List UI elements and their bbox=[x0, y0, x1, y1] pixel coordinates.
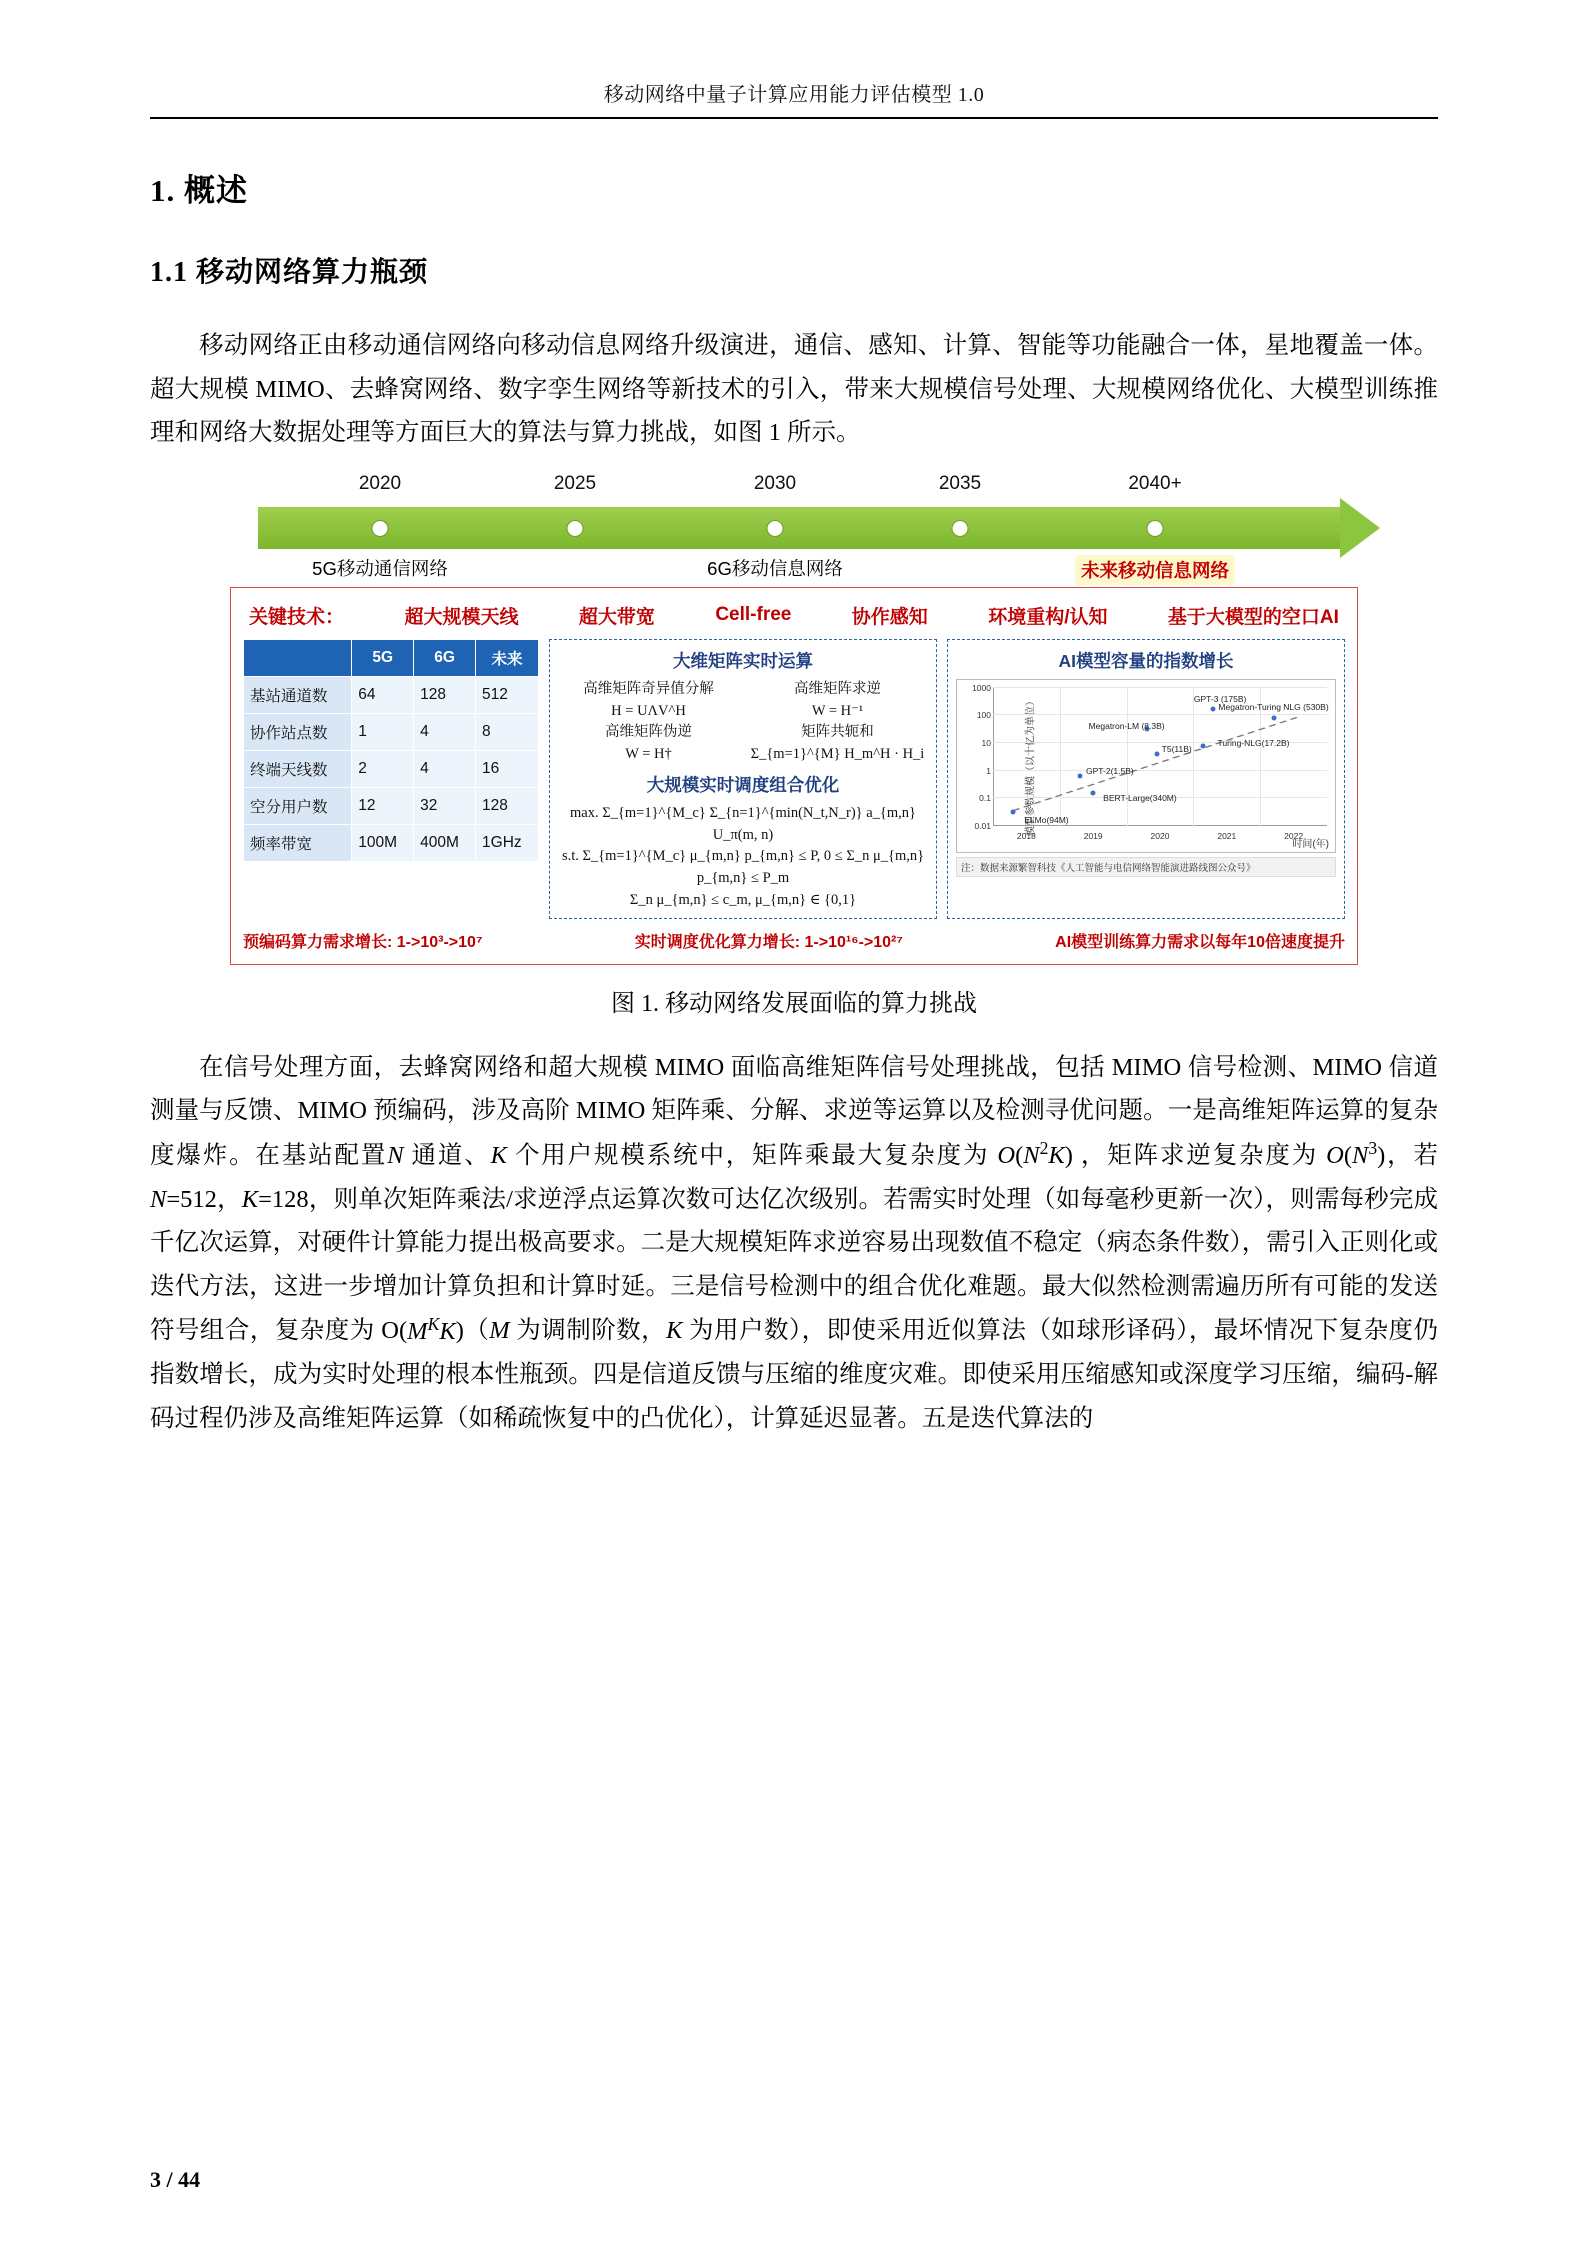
chart-y-tick: 0.01 bbox=[974, 820, 991, 831]
timeline-labels bbox=[230, 555, 1358, 583]
panel-b-title-2: 大规模实时调度组合优化 bbox=[646, 774, 840, 795]
chart-point-label: T5(11B) bbox=[1161, 743, 1192, 754]
timeline-year: 2040+ bbox=[1128, 472, 1182, 494]
chart-x-tick: 2022 bbox=[1284, 830, 1304, 841]
panel-b-formula-row-1 bbox=[558, 679, 928, 766]
chart-point bbox=[1091, 790, 1096, 795]
table-cell: 128 bbox=[414, 676, 476, 713]
chart-source-note: 注：数据来源繁智科技《人工智能与电信网络智能演进路线图公众号》 bbox=[956, 857, 1336, 877]
formula-text: 高维矩阵伪逆 bbox=[605, 724, 692, 741]
chart-point-label: ELMo(94M) bbox=[1024, 815, 1069, 826]
key-tech-item: 环境重构/认知 bbox=[988, 606, 1108, 628]
paragraph-2: 在信号处理方面，去蜂窝网络和超大规模 MIMO 面临高维矩阵信号处理挑战，包括 MIMO 信号检测、MIMO 信道测量与反馈、MIMO 预编码，涉及高阶 MIMO 矩阵乘、分解、求逆等运算以及检测寻优问题。一是高维矩阵运算的复杂度爆炸。在基站配置N 通道、K 个用户规模系统中，矩阵乘最大复杂度为 $O(N^2K)$ ，矩阵求逆复杂度为 $O(N^3)$，若 N=512，K=128，则单次矩阵乘法/求逆浮点运算次数可达亿次级别。若需实时处理（如每毫秒更新一次），则需每秒完成千亿次运算，对硬件计算能力提出极高要求。二是大规模矩阵求逆容易出现数值不稳定（病态条件数），需引入正则化或迭代方法，这进一步增加计算负担和计算时延。三是信号检测中的组合优化难题。最大似然检测需遍历所有可能的发送符号组合，复杂度为 $O(M^KK)(M$ 为调制阶数，K 为用户数），即使采用近似算法（如球形译码），最坏情况下复杂度仍指数增长，成为实时处理的根本性瓶颈。四是信道反馈与压缩的维度灾难。即使采用压缩感知或深度学习压缩，编码-解码过程仍涉及高维矩阵运算（如稀疏恢复中的凸优化），计算延迟显著。五是迭代算法的 bbox=[150, 1053, 1439, 1432]
capability-table bbox=[243, 639, 539, 862]
table-cell: 512 bbox=[476, 676, 539, 713]
row-label: 基站通道数 bbox=[244, 676, 352, 713]
chart-point-label: Megatron-Turing NLG (530B) bbox=[1218, 702, 1329, 713]
timeline-dot bbox=[372, 520, 389, 537]
panel-b-opt-3: Σ_n μ_{m,n} ≤ c_m, μ_{m,n} ∈ {0,1} bbox=[629, 891, 857, 908]
panel-b-opt-2: s.t. Σ_{m=1}^{M_c} μ_{m,n} p_{m,n} ≤ P, 0 ≤ Σ_n μ_{m,n} p_{m,n} ≤ P_m bbox=[561, 848, 925, 887]
timeline bbox=[230, 473, 1358, 581]
para2-part-d: ，矩阵求逆复杂度为 bbox=[1072, 1141, 1327, 1169]
chart-point bbox=[1271, 716, 1276, 721]
key-tech-item: Cell-free bbox=[715, 604, 792, 626]
table-row bbox=[244, 713, 539, 750]
table-cell: 100M bbox=[352, 824, 414, 861]
table-cell: 1 bbox=[352, 713, 414, 750]
header-divider bbox=[150, 117, 1438, 119]
table-cell: 2 bbox=[352, 750, 414, 787]
page-header bbox=[150, 78, 1438, 117]
chart-x-axis-label: 时间(年) bbox=[1292, 838, 1329, 850]
timeline-label-5g: 5G移动通信网络 bbox=[312, 557, 448, 579]
chart-point bbox=[1011, 810, 1016, 815]
ai-growth-chart bbox=[956, 679, 1336, 853]
panel-b-title-1: 大维矩阵实时运算 bbox=[673, 650, 813, 671]
timeline-years bbox=[230, 473, 1358, 503]
formula-text: 矩阵共轭和 bbox=[801, 724, 874, 741]
chart-x-tick: 2019 bbox=[1083, 830, 1103, 841]
formula-text: W = H† bbox=[625, 746, 672, 763]
bottom-label-ai: AI模型训练算力需求以每年10倍速度提升 bbox=[1055, 933, 1345, 951]
chart-x-tick: 2021 bbox=[1217, 830, 1237, 841]
timeline-arrow bbox=[258, 507, 1342, 549]
chart-y-tick: 100 bbox=[976, 710, 991, 721]
para2-part-b: 通道、 bbox=[403, 1141, 491, 1169]
panel-b-opt-1: max. Σ_{m=1}^{M_c} Σ_{n=1}^{min(N_t,N_r)} a_{m,n} U_π(m, n) bbox=[570, 804, 916, 843]
key-tech-item: 超大带宽 bbox=[578, 606, 655, 628]
timeline-dot bbox=[767, 520, 784, 537]
panel-c-title: AI模型容量的指数增长 bbox=[1058, 650, 1234, 671]
para2-part-e: ，若 bbox=[1385, 1141, 1439, 1169]
chart-y-axis bbox=[993, 688, 994, 826]
figure-panels bbox=[243, 639, 1345, 919]
section-heading: 1. 概述 bbox=[150, 173, 248, 208]
table-header-cell: 6G bbox=[414, 639, 476, 676]
key-tech-item: 协作感知 bbox=[851, 606, 928, 628]
chart-point-label: Turing-NLG(17.2B) bbox=[1217, 738, 1290, 749]
timeline-year: 2035 bbox=[938, 472, 982, 494]
row-label: 终端天线数 bbox=[244, 750, 352, 787]
para2-part-f: ，则单次矩阵乘法/求逆浮点运算次数可达亿次级别。若需实时处理（如每毫秒更新一次），则需每秒完成千亿次运算，对硬件计算能力提出极高要求。二是大规模矩阵求逆容易出现数值不稳定（病态条件数），需引入正则化或迭代方法，这进一步增加计算负担和计算时延。三是信号检测中的组合优化难题。最大似然检测需遍历所有可能的发送符号组合，复杂度为 bbox=[150, 1185, 1438, 1345]
formula-text: W = H⁻¹ bbox=[811, 702, 864, 719]
subsection-heading: 1.1 移动网络算力瓶颈 bbox=[150, 257, 429, 288]
table-row bbox=[244, 787, 539, 824]
chart-y-tick: 0.1 bbox=[979, 793, 991, 804]
header-title: 移动网络中量子计算应用能力评估模型 1.0 bbox=[603, 84, 985, 106]
chart-y-tick: 10 bbox=[981, 738, 991, 749]
timeline-year: 2025 bbox=[553, 472, 597, 494]
timeline-dot bbox=[952, 520, 969, 537]
para2-part-c: 个用户规模系统中，矩阵乘最大复杂度为 bbox=[506, 1141, 998, 1169]
formula-text: H = UΛV^H bbox=[611, 702, 686, 719]
table-cell: 8 bbox=[476, 713, 539, 750]
key-tech-item: 超大规模天线 bbox=[404, 606, 519, 628]
table-cell: 4 bbox=[414, 713, 476, 750]
table-cell: 1GHz bbox=[476, 824, 539, 861]
formula-text: 高维矩阵奇异值分解 bbox=[583, 680, 714, 697]
key-tech-item: 基于大模型的空口AI bbox=[1167, 606, 1339, 628]
table-header-cell: 未来 bbox=[476, 639, 539, 676]
para2-part-i: 为用户数），即使采用近似算法（如球形译码），最坏情况下复杂度仍指数增长，成为实时处理的根本性瓶颈。四是信道反馈与压缩的维度灾难。即使采用压缩感知或深度学习压缩，编码-解码过程仍涉及高维矩阵运算（如稀疏恢复中的凸优化），计算延迟显著。五是迭代算法的 bbox=[150, 1317, 1439, 1432]
table-row bbox=[244, 750, 539, 787]
para2-part-a: 在信号处理方面，去蜂窝网络和超大规模 MIMO 面临高维矩阵信号处理挑战，包括 MIMO 信号检测、MIMO 信道测量与反馈、MIMO 预编码，涉及高阶 MIMO 矩阵乘、分解、求逆等运算以及检测寻优问题。一是高维矩阵运算的复杂度爆炸。在基站配置 bbox=[150, 1053, 1438, 1169]
table-header-row bbox=[244, 639, 539, 676]
key-tech-label: 关键技术： bbox=[249, 606, 345, 628]
table-row bbox=[244, 824, 539, 861]
timeline-label-future: 未来移动信息网络 bbox=[1075, 555, 1235, 585]
chart-point bbox=[1154, 752, 1159, 757]
timeline-year: 2030 bbox=[753, 472, 797, 494]
formula-text: 高维矩阵求逆 bbox=[794, 680, 881, 697]
table-cell: 4 bbox=[414, 750, 476, 787]
table-header-cell bbox=[244, 639, 352, 676]
key-tech-row bbox=[243, 598, 1345, 639]
chart-point bbox=[1201, 743, 1206, 748]
table-header-cell: 5G bbox=[352, 639, 414, 676]
table-cell: 400M bbox=[414, 824, 476, 861]
formula-text: Σ_{m=1}^{M} H_m^H · H_i bbox=[750, 746, 925, 763]
chart-y-tick: 1 bbox=[986, 765, 991, 776]
table-cell: 16 bbox=[476, 750, 539, 787]
chart-x-tick: 2018 bbox=[1016, 830, 1036, 841]
chart-point-label: GPT-2(1.5B) bbox=[1086, 765, 1134, 776]
figure-1 bbox=[230, 473, 1358, 965]
figure-bottom-labels bbox=[243, 929, 1345, 952]
chart-y-tick: 1000 bbox=[972, 682, 991, 693]
chart-plot-area bbox=[972, 682, 1329, 841]
timeline-year: 2020 bbox=[358, 472, 402, 494]
timeline-dot bbox=[1147, 520, 1164, 537]
figure-body bbox=[230, 587, 1358, 965]
chart-point bbox=[1077, 774, 1082, 779]
chart-point-label: BERT-Large(340M) bbox=[1103, 793, 1177, 804]
chart-y-axis-label: 模型参数规模（以十亿为单位） bbox=[1025, 695, 1037, 836]
chart-x-tick: 2020 bbox=[1150, 830, 1170, 841]
panel-matrix-computation bbox=[549, 639, 937, 919]
table-cell: 64 bbox=[352, 676, 414, 713]
figure-1-wrapper bbox=[150, 473, 1438, 965]
row-label: 频率带宽 bbox=[244, 824, 352, 861]
chart-gridline bbox=[993, 687, 1327, 688]
table-cell: 32 bbox=[414, 787, 476, 824]
timeline-label-6g: 6G移动信息网络 bbox=[707, 557, 843, 579]
table-cell: 12 bbox=[352, 787, 414, 824]
panel-ai-model-growth bbox=[947, 639, 1345, 919]
page-footer: 3 / 44 bbox=[150, 2167, 201, 2192]
row-label: 协作站点数 bbox=[244, 713, 352, 750]
bottom-label-scheduling: 实时调度优化算力增长: 1->10¹⁶->10²⁷ bbox=[634, 933, 903, 951]
para2-part-g: （ bbox=[463, 1317, 490, 1345]
chart-point-label: GPT-3 (175B) bbox=[1193, 693, 1247, 704]
row-label: 空分用户数 bbox=[244, 787, 352, 824]
chart-point-label: Megatron-LM (8.3B) bbox=[1088, 721, 1165, 732]
timeline-dot bbox=[567, 520, 584, 537]
para2-part-h: 为调制阶数， bbox=[509, 1317, 667, 1345]
panel-capability-table bbox=[243, 639, 539, 919]
bottom-label-precoding: 预编码算力需求增长: 1->10³->10⁷ bbox=[243, 933, 483, 951]
table-cell: 128 bbox=[476, 787, 539, 824]
paragraph-1: 移动网络正由移动通信网络向移动信息网络升级演进，通信、感知、计算、智能等功能融合一体，星地覆盖一体。超大规模 MIMO、去蜂窝网络、数字孪生网络等新技术的引入，带来大规模信号处理、大规模网络优化、大模型训练推理和网络大数据处理等方面巨大的算法与算力挑战，如图 1 所示。 bbox=[150, 332, 1438, 447]
table-row bbox=[244, 676, 539, 713]
chart-point bbox=[1211, 706, 1216, 711]
figure-1-caption: 图 1. 移动网络发展面临的算力挑战 bbox=[611, 990, 977, 1017]
